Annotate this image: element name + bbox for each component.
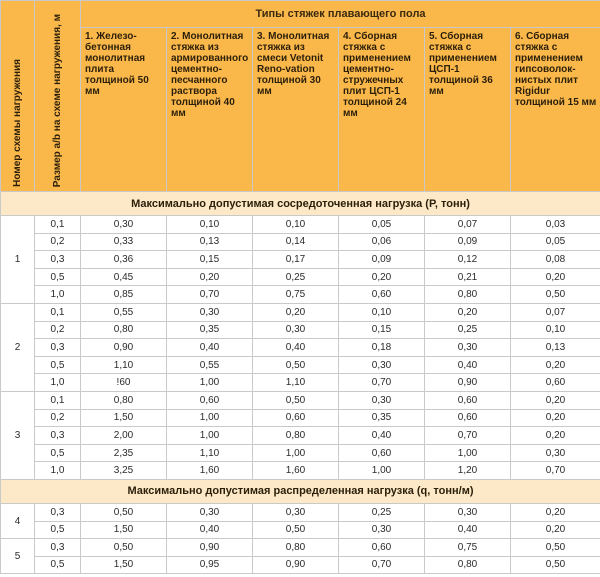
size-value: 0,3 xyxy=(35,539,81,557)
load-value-col-4: 0,06 xyxy=(339,233,425,251)
load-value-col-3: 0,14 xyxy=(253,233,339,251)
load-value-col-3: 0,25 xyxy=(253,268,339,286)
load-value-col-6: 0,05 xyxy=(511,233,600,251)
load-value-col-4: 0,30 xyxy=(339,391,425,409)
size-value: 0,3 xyxy=(35,427,81,445)
size-value: 0,5 xyxy=(35,356,81,374)
load-value-col-5: 0,70 xyxy=(425,427,511,445)
load-value-col-2: 0,90 xyxy=(167,539,253,557)
load-value-col-2: 0,30 xyxy=(167,503,253,521)
load-value-col-5: 0,90 xyxy=(425,374,511,392)
load-value-col-1: 0,80 xyxy=(81,391,167,409)
column-header-6: 6. Сборная стяжка с применением гипсоволок-нистых плит Rigidur толщиной 15 мм xyxy=(511,28,600,192)
load-value-col-5: 0,80 xyxy=(425,286,511,304)
table-row xyxy=(1,503,600,521)
load-value-col-2: 0,35 xyxy=(167,321,253,339)
load-value-col-6: 0,10 xyxy=(511,321,600,339)
scheme-number: 5 xyxy=(1,539,35,574)
load-value-col-1: 0,30 xyxy=(81,216,167,234)
size-value: 0,1 xyxy=(35,303,81,321)
load-value-col-6: 0,20 xyxy=(511,409,600,427)
load-value-col-1: 0,50 xyxy=(81,539,167,557)
load-value-col-2: 0,40 xyxy=(167,339,253,357)
section-title: Максимально допустимая сосредоточенная нагрузка (P, тонн) xyxy=(1,192,600,216)
size-header-text: Размер a/b на схеме нагружения, м xyxy=(52,13,63,187)
load-value-col-1: 0,85 xyxy=(81,286,167,304)
column-header-2: 2. Монолитная стяжка из армированного цементно-песчанного раствора толщиной 40 мм xyxy=(167,28,253,192)
table-row xyxy=(1,216,600,234)
scheme-number-header-text: Номер схемы нагружения xyxy=(12,59,23,187)
load-value-col-6: 0,50 xyxy=(511,539,600,557)
size-value: 0,5 xyxy=(35,444,81,462)
size-value: 0,3 xyxy=(35,251,81,269)
size-value: 0,5 xyxy=(35,268,81,286)
table-row xyxy=(1,339,600,357)
size-value: 0,2 xyxy=(35,409,81,427)
load-value-col-5: 0,40 xyxy=(425,521,511,539)
size-value: 0,5 xyxy=(35,556,81,574)
load-value-col-5: 0,07 xyxy=(425,216,511,234)
table-body xyxy=(1,192,600,574)
load-value-col-1: 0,80 xyxy=(81,321,167,339)
size-value: 0,2 xyxy=(35,233,81,251)
table-row xyxy=(1,444,600,462)
load-value-col-2: 0,13 xyxy=(167,233,253,251)
column-header-3: 3. Монолитная стяжка из смеси Vetonit Reno-vation толщиной 30 мм xyxy=(253,28,339,192)
load-value-col-2: 1,00 xyxy=(167,374,253,392)
load-value-col-5: 0,20 xyxy=(425,303,511,321)
load-value-col-2: 0,30 xyxy=(167,303,253,321)
load-value-col-5: 1,00 xyxy=(425,444,511,462)
scheme-number: 4 xyxy=(1,503,35,538)
load-value-col-5: 0,09 xyxy=(425,233,511,251)
load-value-col-6: 0,20 xyxy=(511,427,600,445)
scheme-number: 1 xyxy=(1,216,35,304)
load-value-col-6: 0,07 xyxy=(511,303,600,321)
size-value: 0,3 xyxy=(35,339,81,357)
load-value-col-6: 0,20 xyxy=(511,503,600,521)
load-value-col-2: 0,40 xyxy=(167,521,253,539)
load-value-col-2: 1,60 xyxy=(167,462,253,480)
load-value-col-2: 0,55 xyxy=(167,356,253,374)
load-value-col-4: 0,18 xyxy=(339,339,425,357)
load-value-col-1: 1,50 xyxy=(81,556,167,574)
load-value-col-1: 0,33 xyxy=(81,233,167,251)
load-value-col-1: 1,50 xyxy=(81,409,167,427)
load-value-col-2: 1,00 xyxy=(167,409,253,427)
load-value-col-5: 0,25 xyxy=(425,321,511,339)
load-value-col-3: 0,60 xyxy=(253,409,339,427)
size-value: 0,2 xyxy=(35,321,81,339)
load-value-col-4: 0,35 xyxy=(339,409,425,427)
scheme-number: 2 xyxy=(1,303,35,391)
load-value-col-3: 0,80 xyxy=(253,539,339,557)
table-row xyxy=(1,539,600,557)
table-row xyxy=(1,374,600,392)
column-header-5: 5. Сборная стяжка с применением ЦСП-1 толщиной 36 мм xyxy=(425,28,511,192)
load-value-col-4: 0,25 xyxy=(339,503,425,521)
load-value-col-3: 0,10 xyxy=(253,216,339,234)
scheme-number-header xyxy=(1,1,35,192)
load-value-col-1: 1,10 xyxy=(81,356,167,374)
load-value-col-2: 0,95 xyxy=(167,556,253,574)
load-value-col-3: 0,50 xyxy=(253,356,339,374)
table-row xyxy=(1,521,600,539)
size-value: 1,0 xyxy=(35,374,81,392)
section-title: Максимально допустимая распределенная нагрузка (q, тонн/м) xyxy=(1,479,600,503)
load-value-col-6: 0,60 xyxy=(511,374,600,392)
table-row xyxy=(1,409,600,427)
load-value-col-3: 0,90 xyxy=(253,556,339,574)
load-value-col-4: 0,30 xyxy=(339,356,425,374)
load-value-col-6: 0,20 xyxy=(511,521,600,539)
load-value-col-3: 1,10 xyxy=(253,374,339,392)
load-value-col-5: 0,30 xyxy=(425,503,511,521)
load-value-col-2: 0,10 xyxy=(167,216,253,234)
load-value-col-6: 0,20 xyxy=(511,268,600,286)
load-value-col-5: 0,21 xyxy=(425,268,511,286)
table-row xyxy=(1,268,600,286)
load-value-col-5: 1,20 xyxy=(425,462,511,480)
size-value: 0,3 xyxy=(35,503,81,521)
load-value-col-6: 0,50 xyxy=(511,286,600,304)
load-value-col-4: 0,60 xyxy=(339,539,425,557)
load-value-col-6: 0,20 xyxy=(511,391,600,409)
column-header-4: 4. Сборная стяжка с применением цементно-стружечных плит ЦСП-1 толщиной 24 мм xyxy=(339,28,425,192)
table-row xyxy=(1,391,600,409)
load-value-col-2: 0,20 xyxy=(167,268,253,286)
load-value-col-4: 0,15 xyxy=(339,321,425,339)
load-value-col-6: 0,20 xyxy=(511,356,600,374)
load-value-col-5: 0,40 xyxy=(425,356,511,374)
load-value-col-4: 0,60 xyxy=(339,444,425,462)
load-value-col-4: 0,70 xyxy=(339,374,425,392)
size-header xyxy=(35,1,81,192)
load-value-col-3: 0,75 xyxy=(253,286,339,304)
table-row xyxy=(1,321,600,339)
load-value-col-1: 0,55 xyxy=(81,303,167,321)
load-value-col-4: 0,70 xyxy=(339,556,425,574)
load-value-col-1: 2,00 xyxy=(81,427,167,445)
load-value-col-5: 0,75 xyxy=(425,539,511,557)
table-row xyxy=(1,303,600,321)
load-value-col-4: 1,00 xyxy=(339,462,425,480)
load-value-col-6: 0,50 xyxy=(511,556,600,574)
load-value-col-6: 0,70 xyxy=(511,462,600,480)
load-value-col-2: 0,60 xyxy=(167,391,253,409)
table-row xyxy=(1,286,600,304)
size-value: 0,5 xyxy=(35,521,81,539)
load-value-col-1: !60 xyxy=(81,374,167,392)
load-value-col-5: 0,60 xyxy=(425,391,511,409)
load-value-col-5: 0,12 xyxy=(425,251,511,269)
load-value-col-6: 0,03 xyxy=(511,216,600,234)
load-value-col-5: 0,60 xyxy=(425,409,511,427)
load-value-col-2: 0,70 xyxy=(167,286,253,304)
load-value-col-6: 0,30 xyxy=(511,444,600,462)
table-row xyxy=(1,356,600,374)
load-value-col-3: 0,80 xyxy=(253,427,339,445)
load-value-col-3: 0,50 xyxy=(253,391,339,409)
load-value-col-3: 0,50 xyxy=(253,521,339,539)
size-value: 1,0 xyxy=(35,286,81,304)
table-row xyxy=(1,251,600,269)
load-value-col-6: 0,08 xyxy=(511,251,600,269)
table-row xyxy=(1,556,600,574)
load-value-col-1: 2,35 xyxy=(81,444,167,462)
column-header-1: 1. Железо-бетонная монолитная плита толщиной 50 мм xyxy=(81,28,167,192)
load-value-col-3: 0,20 xyxy=(253,303,339,321)
load-value-col-3: 0,30 xyxy=(253,503,339,521)
load-value-col-2: 1,00 xyxy=(167,427,253,445)
load-value-col-4: 0,30 xyxy=(339,521,425,539)
load-value-col-4: 0,20 xyxy=(339,268,425,286)
load-value-col-2: 0,15 xyxy=(167,251,253,269)
load-value-col-4: 0,40 xyxy=(339,427,425,445)
load-value-col-4: 0,05 xyxy=(339,216,425,234)
load-value-col-4: 0,60 xyxy=(339,286,425,304)
load-value-col-1: 0,45 xyxy=(81,268,167,286)
load-value-col-3: 1,00 xyxy=(253,444,339,462)
load-value-col-5: 0,30 xyxy=(425,339,511,357)
load-value-col-1: 0,90 xyxy=(81,339,167,357)
table-row xyxy=(1,233,600,251)
size-value: 0,1 xyxy=(35,216,81,234)
load-value-col-6: 0,13 xyxy=(511,339,600,357)
load-value-col-4: 0,09 xyxy=(339,251,425,269)
load-value-col-1: 0,50 xyxy=(81,503,167,521)
screed-types-title: Типы стяжек плавающего пола xyxy=(81,1,600,28)
load-value-col-3: 0,40 xyxy=(253,339,339,357)
load-value-col-3: 0,17 xyxy=(253,251,339,269)
load-value-col-1: 1,50 xyxy=(81,521,167,539)
scheme-number: 3 xyxy=(1,391,35,479)
load-value-col-3: 1,60 xyxy=(253,462,339,480)
size-value: 1,0 xyxy=(35,462,81,480)
size-value: 0,1 xyxy=(35,391,81,409)
load-value-col-5: 0,80 xyxy=(425,556,511,574)
load-value-col-2: 1,10 xyxy=(167,444,253,462)
load-value-col-4: 0,10 xyxy=(339,303,425,321)
load-value-col-1: 3,25 xyxy=(81,462,167,480)
load-value-col-3: 0,30 xyxy=(253,321,339,339)
load-value-col-1: 0,36 xyxy=(81,251,167,269)
table-row xyxy=(1,462,600,480)
table-row xyxy=(1,427,600,445)
